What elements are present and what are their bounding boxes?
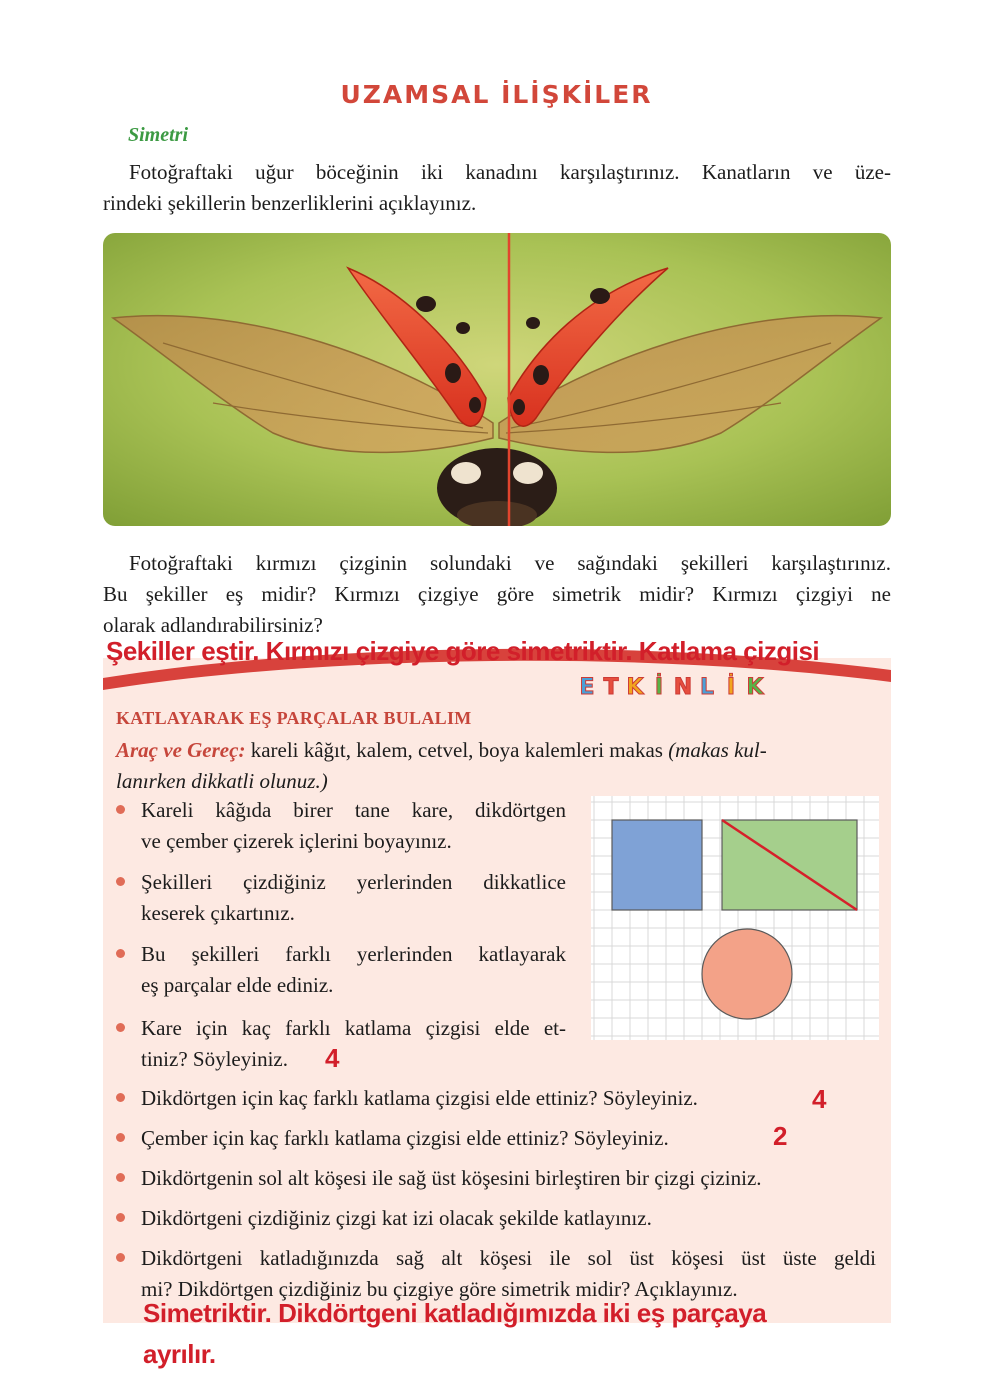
bullet-dot [116,805,125,814]
etkinlik-letter: İ [726,675,736,700]
bullet-text: mi? Dikdörtgen çizdiğiniz bu çizgiye göre simetrik midir? Açıklayınız. [141,1277,738,1301]
etkinlik-badge [575,675,767,700]
ladybug-illustration [103,233,891,526]
intro-line-1: Fotoğraftaki uğur böceğinin iki kanadını karşılaştırınız. Kanatların ve üze- [129,160,891,184]
question-line-3: olarak adlandırabilirsiniz? [103,613,323,637]
activity-title: KATLAYARAK EŞ PARÇALAR BULALIM [116,708,472,728]
etkinlik-letter: T [603,675,619,700]
page-title: UZAMSAL İLİŞKİLER [340,80,653,109]
handwritten-answer-final-2: ayrılır. [143,1339,216,1369]
handwritten-answer-rect: 4 [812,1084,826,1114]
bullet-dot [116,1253,125,1262]
intro-line-2: rindeki şekillerin benzerliklerini açıklayınız. [103,191,477,215]
ladybug-photo [103,233,891,526]
bullet-text: keserek çıkartınız. [141,901,295,925]
etkinlik-letter: İ [654,675,664,700]
square-shape [612,820,702,910]
bullet-dot [116,1133,125,1142]
bullet-text: Çember için kaç farklı katlama çizgisi elde ettiniz? Söyleyiniz. [141,1126,669,1150]
question-paragraph [103,548,891,641]
circle-shape [702,929,792,1019]
etkinlik-letter: L [699,675,715,700]
bullet-text: Dikdörtgenin sol alt köşesi ile sağ üst köşesini birleştiren bir çizgi çiziniz. [141,1166,762,1190]
bullet-dot [116,1093,125,1102]
bullet-text: Dikdörtgeni katladığınızda sağ alt köşesi ile sol üst köşesi üst üste geldi [141,1246,876,1270]
handwritten-answer-final-1: Simetriktir. Dikdörtgeni katladığımızda iki eş parçaya [143,1298,767,1328]
question-line-1: Fotoğraftaki kırmızı çizginin solundaki ve sağındaki şekilleri karşılaştırınız. [129,551,891,575]
intro-paragraph [103,157,891,219]
bullet-dot [116,1213,125,1222]
bullet-text: eş parçalar elde ediniz. [141,973,334,997]
materials-note-1: (makas kul- [668,738,767,762]
grid-figure [591,796,879,1040]
bullet-dot [116,1173,125,1182]
materials-label: Araç ve Gereç: [116,738,246,762]
materials-paragraph [116,735,876,797]
etkinlik-letter: N [673,675,693,700]
question-line-2: Bu şekiller eş midir? Kırmızı çizgiye göre simetrik midir? Kırmızı çizgiyi ne [103,582,891,606]
etkinlik-letter: K [746,675,764,700]
grid-paper [591,796,879,1040]
materials-text: kareli kâğıt, kalem, cetvel, boya kalemleri makas [245,738,669,762]
etkinlik-letter: E [579,675,595,700]
handwritten-answer-circle: 2 [773,1121,787,1151]
etkinlik-letter: K [626,675,644,700]
bullet-text: Kareli kâğıda birer tane kare, dikdörtgen [141,798,566,822]
bullet-text: Şekilleri çizdiğiniz yerlerinden dikkatlice [141,870,566,894]
handwritten-answer-square: 4 [325,1043,339,1073]
handwritten-answer-1: Şekiller eştir. Kırmızı çizgiye göre simetriktir. Katlama çizgisi [106,636,820,666]
materials-note-2: lanırken dikkatli olunuz.) [116,769,328,793]
bullet-text: ve çember çizerek içlerini boyayınız. [141,829,452,853]
bullet-text: Dikdörtgeni çizdiğiniz çizgi kat izi olacak şekilde katlayınız. [141,1206,652,1230]
bullet-text: Bu şekilleri farklı yerlerinden katlayarak [141,942,566,966]
bullet-dot [116,1023,125,1032]
bullet-text: tiniz? Söyleyiniz. [141,1047,288,1071]
bullet-text: Kare için kaç farklı katlama çizgisi elde et- [141,1016,566,1040]
bullet-text: Dikdörtgen için kaç farklı katlama çizgisi elde ettiniz? Söyleyiniz. [141,1086,698,1110]
bullet-dot [116,949,125,958]
section-title: Simetri [128,124,189,146]
bullet-dot [116,877,125,886]
